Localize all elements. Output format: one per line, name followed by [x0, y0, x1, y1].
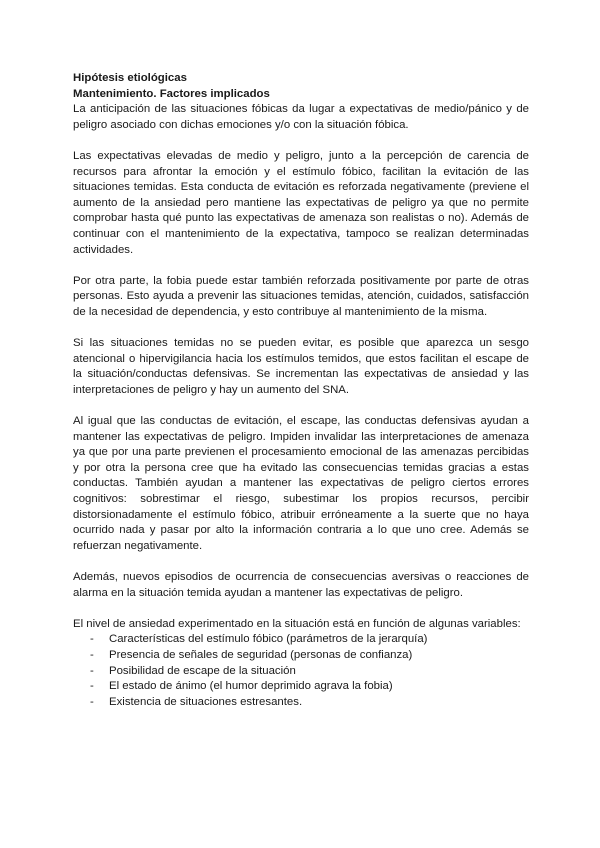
list-dash: -	[90, 648, 94, 661]
list-dash: -	[90, 664, 94, 677]
list-item	[90, 679, 529, 695]
paragraph-anticipacion: La anticipación de las situaciones fóbicas da lugar a expectativas de medio/pánico y de peligro asociado con dichas emociones y/o con la situación fóbica.	[73, 103, 529, 131]
paragraph-nivel-ansiedad: El nivel de ansiedad experimentado en la situación está en función de algunas variables:	[73, 617, 521, 630]
list-item-text: Características del estímulo fóbico (parámetros de la jerarquía)	[109, 633, 428, 646]
list-dash: -	[90, 633, 94, 646]
list-dash: -	[90, 680, 94, 693]
list-item-text: Presencia de señales de seguridad (personas de confianza)	[109, 648, 413, 661]
list-item-text: Posibilidad de escape de la situación	[109, 664, 296, 677]
paragraph-conductas-defensivas: Al igual que las conductas de evitación, el escape, las conductas defensivas ayudan a mantener las expectativas de peligro. Impiden invalidar las interpretaciones de amenaza ya que por una parte previenen el procesamiento emocional de las amenazas percibidas y por otra la persona cree que ha evitado las consecuencias temidas gracias a estas conductas. También ayudan a mantener las expectativas de peligro ciertos errores cognitivos: sobrestimar el riesgo, subestimar los propios recursos, percibir distorsionadamente el estímulo fóbico, atribuir erróneamente a la suerte que no haya ocurrido nada y pasar por alto la información contraria a lo que uno cree. Además se refuerzan negativamente.	[73, 415, 529, 552]
list-item	[90, 632, 529, 648]
section-heading: Mantenimiento. Factores implicados	[73, 87, 270, 100]
paragraph-refuerzo-positivo: Por otra parte, la fobia puede estar también reforzada positivamente por parte de otras personas. Esto ayuda a prevenir las situaciones temidas, atención, cuidados, satisfacción de la necesidad de dependencia, y esto contribuye al mantenimiento de la misma.	[73, 274, 529, 318]
list-item-text: Existencia de situaciones estresantes.	[109, 695, 303, 708]
list-item	[90, 664, 529, 680]
list-item-text: El estado de ánimo (el humor deprimido agrava la fobia)	[109, 680, 393, 693]
paragraph-sesgo-atencional: Si las situaciones temidas no se pueden evitar, es posible que aparezca un sesgo atencional o hipervigilancia hacia los estímulos temidos, que estos facilitan el escape de la situación/conductas defensivas. Se incrementan las expectativas de ansiedad y las interpretaciones de peligro y hay un aumento del SNA.	[73, 337, 529, 396]
document-page	[73, 71, 529, 710]
variables-list	[73, 632, 529, 710]
list-item	[90, 695, 529, 711]
paragraph-nuevos-episodios: Además, nuevos episodios de ocurrencia de consecuencias aversivas o reacciones de alarma en la situación temida ayudan a mantener las expectativas de peligro.	[73, 571, 529, 599]
document-title: Hipótesis etiológicas	[73, 72, 187, 84]
list-item	[90, 648, 529, 664]
list-dash: -	[90, 695, 94, 708]
paragraph-evitacion: Las expectativas elevadas de medio y peligro, junto a la percepción de carencia de recursos para afrontar la emoción y el estímulo fóbico, facilitan la evitación de las situaciones temidas. Esta conducta de evitación es reforzada negativamente (previene el aumento de la ansiedad pero mantiene las expectativas de peligro ya que no permite comprobar hasta qué punto las expectativas de amenaza son realistas o no). Además de continuar con el mantenimiento de la expectativa, tampoco se realizan determinadas actividades.	[73, 149, 529, 256]
